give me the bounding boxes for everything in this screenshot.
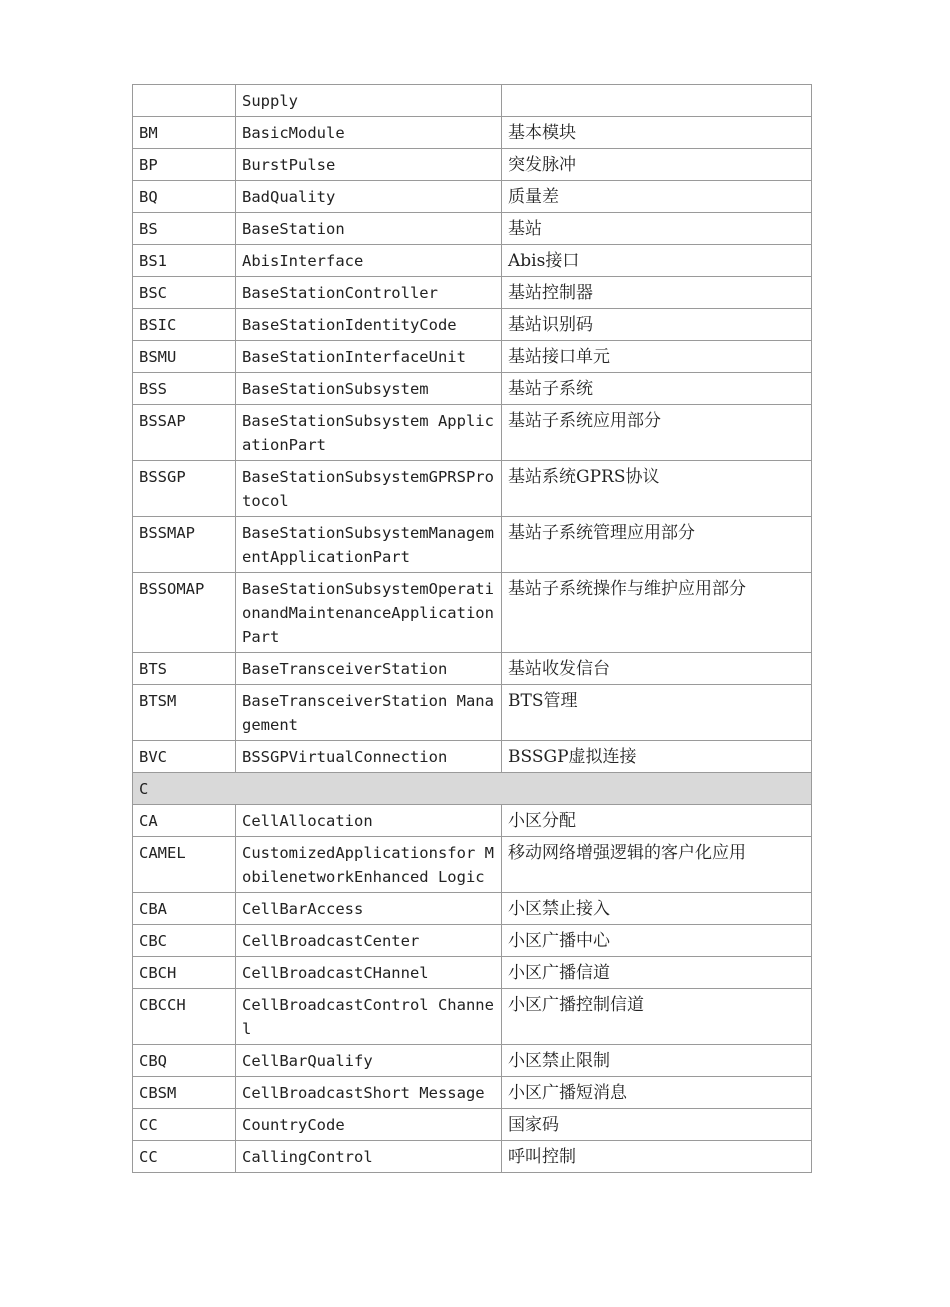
chinese-term-cell: 小区禁止限制 (502, 1045, 812, 1077)
chinese-term-cell: 质量差 (502, 181, 812, 213)
abbreviation-cell (133, 85, 236, 117)
abbreviation-cell: CBC (133, 925, 236, 957)
chinese-term-cell: 国家码 (502, 1109, 812, 1141)
full-name-cell: BurstPulse (236, 149, 502, 181)
chinese-term-cell: Abis接口 (502, 245, 812, 277)
section-header-row (133, 773, 812, 805)
table-row (133, 837, 812, 893)
table-row (133, 573, 812, 653)
full-name-cell: CellBroadcastCHannel (236, 957, 502, 989)
table-row (133, 517, 812, 573)
abbreviation-cell: BSIC (133, 309, 236, 341)
chinese-term-cell: 小区广播短消息 (502, 1077, 812, 1109)
abbreviation-cell: BM (133, 117, 236, 149)
abbreviation-cell: BP (133, 149, 236, 181)
full-name-cell: BaseStationSubsystem (236, 373, 502, 405)
chinese-term-cell: 基站收发信台 (502, 653, 812, 685)
full-name-cell: BaseStationController (236, 277, 502, 309)
chinese-term-cell: 基站子系统管理应用部分 (502, 517, 812, 573)
abbreviation-cell: BSSOMAP (133, 573, 236, 653)
chinese-term-cell (502, 85, 812, 117)
abbreviation-cell: BTS (133, 653, 236, 685)
abbreviation-cell: CA (133, 805, 236, 837)
chinese-term-cell: 小区广播信道 (502, 957, 812, 989)
table-row (133, 1077, 812, 1109)
chinese-term-cell: 小区广播控制信道 (502, 989, 812, 1045)
table-row (133, 1109, 812, 1141)
table-row (133, 277, 812, 309)
full-name-cell: CellBroadcastShort Message (236, 1077, 502, 1109)
full-name-cell: BadQuality (236, 181, 502, 213)
abbreviation-cell: BSC (133, 277, 236, 309)
chinese-term-cell: 小区广播中心 (502, 925, 812, 957)
abbreviation-cell: CBCH (133, 957, 236, 989)
abbreviation-cell: CBA (133, 893, 236, 925)
table-row (133, 245, 812, 277)
abbreviation-cell: BQ (133, 181, 236, 213)
full-name-cell: Supply (236, 85, 502, 117)
abbreviation-cell: BS1 (133, 245, 236, 277)
abbreviation-cell: CBSM (133, 1077, 236, 1109)
full-name-cell: BaseStationIdentityCode (236, 309, 502, 341)
table-row (133, 181, 812, 213)
table-row (133, 461, 812, 517)
abbreviation-cell: BSSAP (133, 405, 236, 461)
table-row (133, 989, 812, 1045)
chinese-term-cell: 基站系统GPRS协议 (502, 461, 812, 517)
abbreviation-table-body (133, 85, 812, 1173)
table-row (133, 685, 812, 741)
abbreviation-cell: CC (133, 1109, 236, 1141)
full-name-cell: CellBarQualify (236, 1045, 502, 1077)
table-row (133, 741, 812, 773)
chinese-term-cell: 移动网络增强逻辑的客户化应用 (502, 837, 812, 893)
table-row (133, 1141, 812, 1173)
table-row (133, 85, 812, 117)
table-row (133, 341, 812, 373)
abbreviation-cell: BTSM (133, 685, 236, 741)
full-name-cell: BaseStationSubsystemGPRSProtocol (236, 461, 502, 517)
chinese-term-cell: 基站接口单元 (502, 341, 812, 373)
abbreviation-cell: BSSMAP (133, 517, 236, 573)
table-row (133, 957, 812, 989)
section-letter: C (133, 773, 812, 805)
full-name-cell: CellBroadcastControl Channel (236, 989, 502, 1045)
chinese-term-cell: 突发脉冲 (502, 149, 812, 181)
full-name-cell: AbisInterface (236, 245, 502, 277)
table-row (133, 1045, 812, 1077)
full-name-cell: CellBroadcastCenter (236, 925, 502, 957)
full-name-cell: CustomizedApplicationsfor MobilenetworkEnhanced Logic (236, 837, 502, 893)
table-row (133, 309, 812, 341)
full-name-cell: BasicModule (236, 117, 502, 149)
full-name-cell: CountryCode (236, 1109, 502, 1141)
abbreviation-cell: CBQ (133, 1045, 236, 1077)
abbreviation-cell: BSSGP (133, 461, 236, 517)
abbreviation-cell: CBCCH (133, 989, 236, 1045)
full-name-cell: BaseStationInterfaceUnit (236, 341, 502, 373)
full-name-cell: CellBarAccess (236, 893, 502, 925)
table-row (133, 213, 812, 245)
chinese-term-cell: 小区分配 (502, 805, 812, 837)
table-row (133, 925, 812, 957)
full-name-cell: CallingControl (236, 1141, 502, 1173)
chinese-term-cell: 基站 (502, 213, 812, 245)
chinese-term-cell: 呼叫控制 (502, 1141, 812, 1173)
chinese-term-cell: BSSGP虚拟连接 (502, 741, 812, 773)
table-row (133, 117, 812, 149)
chinese-term-cell: 基本模块 (502, 117, 812, 149)
abbreviation-cell: BVC (133, 741, 236, 773)
full-name-cell: BaseStationSubsystem ApplicationPart (236, 405, 502, 461)
full-name-cell: BaseTransceiverStation Management (236, 685, 502, 741)
table-row (133, 805, 812, 837)
table-row (133, 405, 812, 461)
abbreviation-table (132, 84, 812, 1173)
full-name-cell: CellAllocation (236, 805, 502, 837)
abbreviation-cell: BSMU (133, 341, 236, 373)
abbreviation-cell: CAMEL (133, 837, 236, 893)
chinese-term-cell: 基站子系统操作与维护应用部分 (502, 573, 812, 653)
table-row (133, 149, 812, 181)
chinese-term-cell: 基站子系统应用部分 (502, 405, 812, 461)
table-row (133, 893, 812, 925)
chinese-term-cell: 小区禁止接入 (502, 893, 812, 925)
chinese-term-cell: 基站控制器 (502, 277, 812, 309)
table-row (133, 653, 812, 685)
chinese-term-cell: 基站子系统 (502, 373, 812, 405)
table-row (133, 373, 812, 405)
full-name-cell: BaseStation (236, 213, 502, 245)
abbreviation-cell: CC (133, 1141, 236, 1173)
full-name-cell: BSSGPVirtualConnection (236, 741, 502, 773)
full-name-cell: BaseTransceiverStation (236, 653, 502, 685)
full-name-cell: BaseStationSubsystemOperationandMaintenanceApplicationPart (236, 573, 502, 653)
chinese-term-cell: 基站识别码 (502, 309, 812, 341)
chinese-term-cell: BTS管理 (502, 685, 812, 741)
full-name-cell: BaseStationSubsystemManagementApplicationPart (236, 517, 502, 573)
abbreviation-cell: BSS (133, 373, 236, 405)
abbreviation-cell: BS (133, 213, 236, 245)
